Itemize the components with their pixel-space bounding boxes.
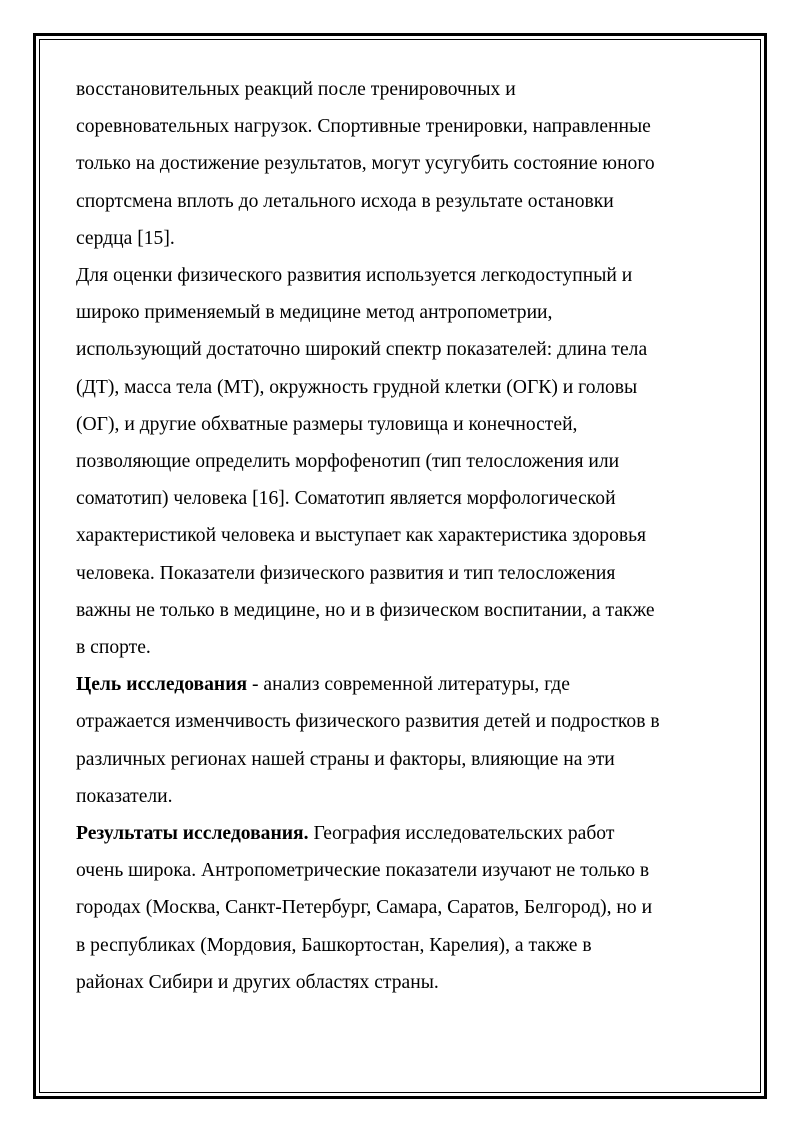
section-heading-goal: Цель исследования [76, 674, 248, 696]
paragraph-research-results [76, 815, 736, 1001]
text-line: широко применяемый в медицине метод антропометрии, [76, 302, 553, 324]
text-line: в спорте. [76, 637, 151, 659]
text-line: важны не только в медицине, но и в физическом воспитании, а также [76, 599, 655, 621]
text-line: соревновательных нагрузок. Спортивные тренировки, направленные [76, 116, 651, 138]
paragraph-research-goal [76, 666, 736, 815]
paragraph-anthropometry [76, 257, 736, 666]
text-line: в республиках (Мордовия, Башкортостан, Карелия), а также в [76, 934, 592, 956]
text-line: сердца [15]. [76, 227, 175, 249]
document-body [76, 71, 736, 1001]
section-heading-results: Результаты исследования. [76, 823, 309, 845]
text-line: очень широка. Антропометрические показатели изучают не только в [76, 860, 650, 882]
text-line: (ОГ), и другие обхватные размеры туловища и конечностей, [76, 413, 578, 435]
text-line: различных регионах нашей страны и факторы, влияющие на эти [76, 748, 615, 770]
paragraph-intro-continuation [76, 71, 736, 257]
text-line: восстановительных реакций после тренировочных и [76, 79, 516, 100]
text-line: соматотип) человека [16]. Соматотип является морфологической [76, 488, 616, 510]
text-line: спортсмена вплоть до летального исхода в результате остановки [76, 190, 614, 212]
text-line: отражается изменчивость физического развития детей и подростков в [76, 711, 660, 733]
text-line: использующий достаточно широкий спектр показателей: длина тела [76, 339, 648, 361]
text-run: География исследовательских работ [308, 823, 615, 845]
text-line: позволяющие определить морфофенотип (тип телосложения или [76, 451, 620, 473]
text-line: показатели. [76, 785, 173, 807]
text-line: человека. Показатели физического развития и тип телосложения [76, 562, 616, 584]
text-run: - анализ современной литературы, где [247, 674, 570, 696]
text-line [76, 666, 736, 703]
text-line [76, 815, 736, 852]
text-line: (ДТ), масса тела (МТ), окружность грудной клетки (ОГК) и головы [76, 376, 638, 398]
text-line: Для оценки физического развития используется легкодоступный и [76, 265, 633, 287]
text-line: характеристикой человека и выступает как характеристика здоровья [76, 525, 647, 547]
text-line: городах (Москва, Санкт-Петербург, Самара, Саратов, Белгород), но и [76, 897, 653, 919]
text-line: только на достижение результатов, могут усугубить состояние юного [76, 153, 655, 175]
text-line: районах Сибири и других областях страны. [76, 971, 439, 993]
